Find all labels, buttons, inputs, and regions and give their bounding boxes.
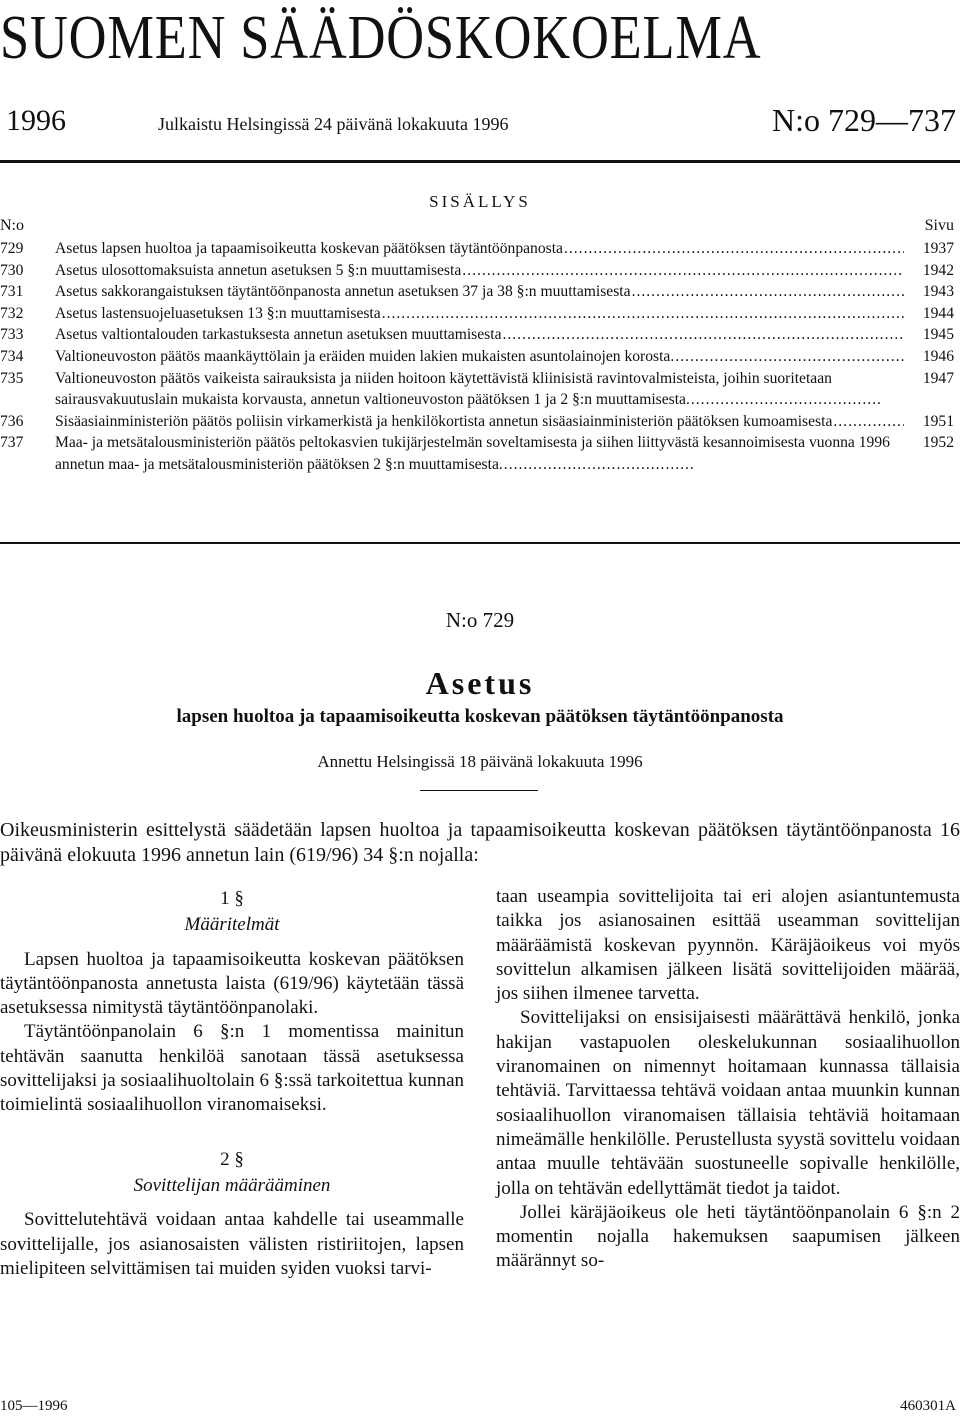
contents-entry-number: 737 [0,434,24,452]
section-2-paragraph-3: Jollei käräjäoikeus ole heti täytäntöönpanolain 6 §:n 2 momentin nojalla hakemuksen saapumisen jälkeen määrännyt so- [496,1201,960,1272]
contents-entry-text [55,260,906,282]
contents-entry-title: Asetus lastensuojeluasetuksen 13 §:n muuttamisesta [55,304,381,322]
dot-leader [675,346,904,368]
contents-entry-title: Asetus sakkorangaistuksen täytäntöönpanosta annetun asetuksen 37 ja 38 §:n muuttamisesta [55,283,631,301]
dot-leader: ........................................ [685,391,882,409]
footer-print-number: 105—1996 [0,1398,68,1414]
contents-entry-number: 735 [0,369,24,387]
contents-entry-text [55,411,906,433]
contents-entry-page: 1944 [922,304,954,322]
masthead-title: SUOMEN SÄÄDÖSKOKOELMA [0,4,762,72]
contents-entry-text [55,281,906,303]
contents-heading: SISÄLLYS [429,192,531,211]
decree-number: N:o 729 [445,608,515,632]
contents-entry-page: 1952 [922,434,954,452]
contents-entry [0,238,954,260]
section-1-number: 1 § [220,888,244,909]
masthead-rule [0,160,960,163]
left-column [0,885,464,1281]
contents-entry-page: 1951 [922,412,954,430]
contents-entry-page: 1942 [922,261,954,279]
dot-leader [503,324,905,346]
publication-date: Julkaistu Helsingissä 24 päivänä lokakuuta 1996 [158,114,509,134]
section-2-number: 2 § [220,1148,244,1170]
contents-entry [0,432,954,475]
contents-entry-text [55,432,906,475]
right-column [496,885,960,1274]
contents-entry-number: 732 [0,304,24,322]
masthead-year: 1996 [6,104,66,137]
section-2-paragraph-2: Sovittelijaksi on ensisijaisesti määrättävä henkilö, jonka hakijan vastapuolen oleskelukunnan sosiaalihuollon viranomainen on nimennyt hoitamaan kunnassa tällaisia tehtäviä. Tarvittaessa tehtävä voidaan antaa muunkin kunnan sosiaalihuollon viranomaisen tällaisia tehtäviä hoitamaan nimeämälle henkilölle. Perustellusta syystä sovittelu voidaan antaa muulle tehtävään suostuneelle sopivalle henkilölle, jolla on tehtävän edellyttämät tiedot ja taidot. [496,1007,960,1199]
contents-entry-number: 734 [0,347,24,365]
contents-entry [0,281,954,303]
contents-entry-title: Asetus lapsen huoltoa ja tapaamisoikeutta koskevan päätöksen täytäntöönpanosta [55,240,563,257]
section-2-continuation: taan useampia sovittelijoita tai eri alojen asiantuntemusta taikka jos asianosainen esittää useamman sovittelijan määräämistä koskevan pyynnön. Käräjäoikeus voi myös sovittelun alkamisen jälkeen lisätä sovittelijoiden määrää, jos siihen ilmenee tarvetta. [496,886,960,1005]
contents-entry-text [55,303,906,325]
contents-entry-title: Maa- ja metsätalousministeriön päätös peltokasvien tukijärjestelmän soveltamisesta ja siihen liittyvästä kesannoimisesta vuonna 1996 annetun maa- ja metsätalousministeriön päätöksen 2 §:n muuttamisesta [55,434,890,473]
section-1-title: Määritelmät [184,914,280,936]
section-2-paragraph-1: Sovittelutehtävä voidaan antaa kahdelle tai useammalle sovittelijalle, jos asianosaisten välisten ristiriitojen, lapsen mielipiteen selvittämisen tai muiden syiden vuoksi tarvi- [0,1209,464,1279]
section-1-paragraph-1: Lapsen huoltoa ja tapaamisoikeutta koskevan päätöksen täytäntöönpanosta annetusta laista (619/96) käytetään tässä asetuksessa nimitystä täytäntöönpanolaki. [0,948,464,1019]
contents-page-column-header: Sivu [924,217,954,234]
contents-entry-title: Asetus valtiontalouden tarkastuksesta annetun asetuksen muuttamisesta [55,326,502,344]
decree-issued-date: Annettu Helsingissä 18 päivänä lokakuuta 1996 [317,752,643,771]
contents-entry-text [55,368,906,411]
table-of-contents [0,238,954,476]
contents-entry-number: 729 [0,240,24,257]
issue-number-range: N:o 729—737 [772,102,956,138]
section-spacer [0,1118,464,1146]
contents-entry-title: Sisäasiainministeriön päätös poliisin virkamerkistä ja henkilökortista annetun sisäasiainministeriön päätöksen kumoamisesta [55,412,833,430]
contents-entry-text [55,238,906,260]
dot-leader [632,281,904,303]
contents-entry-page: 1943 [922,283,954,301]
contents-entry [0,368,954,411]
contents-entry-title: Valtioneuvoston päätös vaikeista sairauksista ja niiden hoitoon käytettävistä kliinisistä ravintovalmisteista, joihin suoritetaan sairausvakuutuslain mukaista korvausta, annetun valtioneuvoston päätöksen 1 ja 2 §:n muuttamisesta [55,369,832,409]
contents-entry [0,346,954,368]
contents-entry-page: 1946 [922,347,954,365]
contents-entry-page: 1937 [922,240,954,257]
title-separator-rule [420,790,538,791]
contents-entry [0,411,954,433]
contents-entry-number: 733 [0,326,24,344]
decree-subject: lapsen huoltoa ja tapaamisoikeutta koskevan päätöksen täytäntöönpanosta [176,706,784,727]
contents-entry-number: 730 [0,261,24,279]
contents-entry [0,324,954,346]
contents-entry-page: 1945 [922,326,954,344]
contents-entry-title: Valtioneuvoston päätös maankäyttölain ja eräiden muiden lakien mukaisten asuntolainojen korosta. [55,347,675,365]
decree-preamble: Oikeusministerin esittelystä säädetään lapsen huoltoa ja tapaamisoikeutta koskevan päätöksen täytäntöönpanosta 16 päivänä elokuuta 1996 annetun lain (619/96) 34 §:n nojalla: [0,819,960,866]
contents-entry-number: 736 [0,412,24,430]
dot-leader: ........................................ [498,455,695,473]
dot-leader [564,238,904,260]
footer-code: 460301A [900,1398,956,1414]
dot-leader [462,260,904,282]
masthead-row [6,100,956,152]
decree-type: Asetus [425,665,535,701]
contents-entry-page: 1947 [922,369,954,387]
contents-number-column-header: N:o [0,217,24,234]
contents-entry-text [55,324,906,346]
contents-rule [0,542,960,544]
contents-entry [0,303,954,325]
contents-entry-number: 731 [0,283,24,301]
contents-entry [0,260,954,282]
contents-entry-text [55,346,906,368]
dot-leader [833,411,904,433]
section-1-paragraph-2: Täytäntöönpanolain 6 §:n 1 momentissa mainitun tehtävän saanutta henkilöä sanotaan tässä asetuksessa sovittelijaksi ja sosiaalihuoltolain 6 §:ssä tarkoitettua kunnan toimielintä sosiaalihuollon viranomaiseksi. [0,1021,464,1116]
contents-entry-title: Asetus ulosottomaksuista annetun asetuksen 5 §:n muuttamisesta [55,261,462,279]
dot-leader [382,303,904,325]
section-2-title: Sovittelijan määrääminen [133,1174,331,1196]
